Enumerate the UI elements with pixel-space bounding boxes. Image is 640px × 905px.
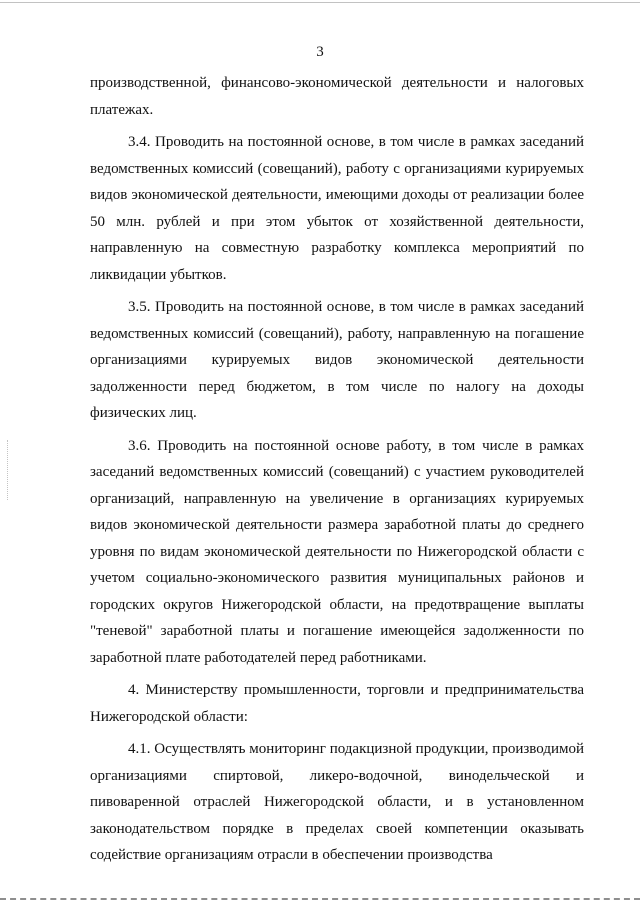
paragraph-3-6: 3.6. Проводить на постоянной основе работу, в том числе в рамках заседаний ведомственных комиссий (совещаний) с участием руководителей организаций, направленную на увеличение в организациях курируемых видов экономической деятельности размера заработной платы до среднего уровня по видам экономической деятельности по Нижегородской области с учетом социально-экономического развития муниципальных районов и городских округов Нижегородской области, на предотвращение выплаты "теневой" заработной платы и погашение имеющейся задолженности по заработной плате работодателей перед работниками. [90,437,584,666]
paragraph-4: 4. Министерству промышленности, торговли и предпринимательства Нижегородской области: [90,682,584,725]
page-number: 3 [316,44,324,60]
paragraph-3-4: 3.4. Проводить на постоянной основе, в том числе в рамках заседаний ведомственных комиссий (совещаний), работу с организациями курируемых видов экономической деятельности, имеющими доходы от реализации более 50 млн. рублей и при этом убыток от хозяйственной деятельности, направленную на совместную разработку комплекса мероприятий по ликвидации убытков. [90,134,584,283]
paragraph-3-5: 3.5. Проводить на постоянной основе, в том числе в рамках заседаний ведомственных комиссий (совещаний), работу, направленную на погашение организациями курируемых видов экономической деятельности задолженности перед бюджетом, в том числе по налогу на доходы физических лиц. [90,299,584,421]
document-body [90,70,584,869]
scan-margin-marks [7,440,8,500]
scan-edge-top [0,2,640,3]
paragraph-continuation: производственной, финансово-экономической деятельности и налоговых платежах. [90,75,584,118]
paragraph-4-1: 4.1. Осуществлять мониторинг подакцизной продукции, производимой организациями спиртовой, ликеро-водочной, винодельческой и пивоваренной отраслей Нижегородской области, и в установленном законодательством порядке в пределах своей компетенции оказывать содействие организациям отрасли в обеспечении производства [90,741,584,863]
scan-edge-bottom [0,898,640,900]
